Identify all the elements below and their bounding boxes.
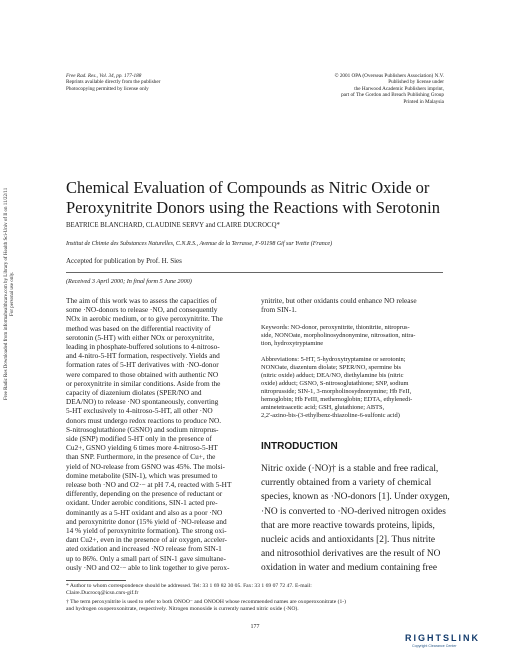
abstract-line: S-nitrosoglutathione (GSNO) and sodium nitroprus- bbox=[66, 424, 219, 434]
intro-line: species, known as ·NO-donors [1]. Under oxygen, bbox=[261, 492, 450, 503]
watermark-line: Free Radic Res Downloaded from informahealthcare.com by Library of Health Sci-Univ of Il on 11/22/11 bbox=[4, 187, 9, 400]
section-heading-introduction: INTRODUCTION bbox=[261, 441, 338, 452]
introduction-text bbox=[261, 462, 450, 576]
abstract-line: dominantly as a 5-HT oxidant and also as a poor ·NO bbox=[66, 507, 223, 517]
abstract-line: oxidant. Under aerobic conditions, SIN-1 acted pre- bbox=[66, 498, 218, 508]
abstract-line: leading in phosphate-buffered solutions to 4-nitroso- bbox=[66, 342, 220, 352]
abbreviations-line: NONOate, diazenium diolate; SPER/NO, spermine bis bbox=[261, 364, 402, 371]
abstract-line: than SNP. Furthermore, in the presence of Cu+, the bbox=[66, 452, 216, 462]
intro-line: ·NO is converted to ·NO-derived nitrogen oxides bbox=[261, 506, 446, 517]
header-right-line: the Harwood Academic Publishers imprint, bbox=[354, 85, 444, 92]
abstract-line: release both ·NO and O2·− at pH 7.4, reacted with 5-HT bbox=[66, 480, 232, 490]
publisher-info bbox=[335, 73, 444, 105]
abstract-line: dant Cu2+, even in the presence of air oxygen, acceler- bbox=[66, 535, 227, 545]
abstract-line: capacity of diazenium diolates (SPER/NO and bbox=[66, 388, 202, 398]
header-right-line: Published by license under bbox=[388, 79, 444, 86]
abstract-line: 14 % yield of peroxynitrite formation). The strong oxi- bbox=[66, 526, 227, 536]
abstract-line: method was based on the differential reactivity of bbox=[66, 323, 211, 333]
abstract-line: were compared to those obtained with authentic NO bbox=[66, 369, 219, 379]
abbreviations-line: oxide) adduct; GSNO, S-nitrosoglutathione; SNP, sodium bbox=[261, 380, 409, 387]
intro-line: that are more reactive towards proteins, lipids, bbox=[261, 520, 435, 531]
abstract bbox=[66, 296, 250, 572]
abstract-line: serotonin (5-HT) with either NOx or peroxynitrite, bbox=[66, 332, 215, 342]
header-left-line: Reprints available directly from the publisher bbox=[66, 79, 161, 86]
abbreviations-line: 2,2'-azino-bis-(3-ethylbenz-thiazoline-6-sulfonic acid) bbox=[261, 412, 400, 419]
intro-line: currently obtained from a variety of chemical bbox=[261, 478, 432, 489]
abbreviations-line: Abbreviations: 5-HT, 5-hydroxytryptamine or serotonin; bbox=[261, 356, 406, 363]
header-left-line: Free Rad. Res., Vol. 34, pp. 177-188 bbox=[66, 73, 142, 79]
abstract-line: some ·NO-donors to release ·NO, and consequently bbox=[66, 305, 218, 315]
abstract-line: ously ·NO and O2·− able to link together to give perox- bbox=[66, 562, 230, 572]
abstract-line: differently, depending on the presence of reductant or bbox=[66, 489, 223, 499]
abstract-line: side (SNP) modified 5-HT only in the presence of bbox=[66, 434, 212, 444]
header-right-line: Printed in Malaysia bbox=[403, 98, 444, 105]
download-watermark bbox=[4, 188, 17, 400]
abstract-line: up to 86%. Only a small part of SIN-1 gave simultane- bbox=[66, 553, 226, 563]
abstract-line: DEA/NO) to release ·NO spontaneously, converting bbox=[66, 397, 219, 407]
abstract-line: Cu2+, GSNO yielding 6 times more 4-nitroso-5-HT bbox=[66, 443, 218, 453]
abstract-line: formation rates of 5-HT derivatives with ·NO-donor bbox=[66, 360, 219, 370]
rightslink-logo: RIGHTSLINK bbox=[405, 633, 480, 643]
intro-line: nucleic acids and antioxidants [2]. Thus nitrite bbox=[261, 535, 436, 546]
rightslink-logo-subtitle: Copyright Clearance Center bbox=[412, 644, 457, 648]
footnote-line: and hydrogen oxoperoxonitrate, respectively. Nitrogen monoxide is currently named nitric oxide (·NO). bbox=[66, 606, 299, 612]
intro-line: and nitrosothiol derivatives are the result of NO bbox=[261, 549, 441, 560]
journal-citation bbox=[66, 73, 160, 92]
intro-line: Nitric oxide (·NO)† is a stable and free radical, bbox=[261, 464, 439, 474]
authors: BEATRICE BLANCHARD, CLAUDINE SERVY and CLAIRE DUCROCQ* bbox=[66, 222, 280, 229]
abstract-line: and peroxynitrite donor (15% yield of ·NO-release and bbox=[66, 516, 227, 526]
abbreviations-line: (nitric oxide) adduct; DEA/NO, diethylamine bis (nitric bbox=[261, 372, 404, 379]
footnote-line: * Author to whom correspondence should be addressed. Tel: 33 1 69 82 30 05. Fax: 33 1 69 07 72 47. E-mail: bbox=[66, 583, 312, 589]
footnote-rule bbox=[66, 580, 126, 581]
keywords bbox=[261, 324, 445, 348]
footnote-line: Claire.Ducrocq@icsn.cnrs-gif.fr bbox=[66, 590, 139, 596]
title-line: Peroxynitrite Donors using the Reactions with Serotonin bbox=[66, 197, 440, 217]
accepted-line: Accepted for publication by Prof. H. Sies bbox=[66, 257, 182, 265]
abstract-line: donors must undergo redox reactions to produce NO. bbox=[66, 415, 222, 425]
article-title bbox=[66, 178, 440, 217]
abbreviations-line: nitroprusside; SIN-1, 3-morpholinosydnonymine; Hb FeII, bbox=[261, 388, 412, 395]
watermark-line: For personal use only. bbox=[10, 271, 16, 316]
abstract-line: ynitrite, but other oxidants could enhance NO release bbox=[261, 296, 417, 305]
keywords-line: tion, hydroxytryptamine bbox=[261, 340, 324, 347]
abstract-line: NOx in aerobic medium, or to give peroxynitrite. The bbox=[66, 314, 223, 324]
title-line: Chemical Evaluation of Compounds as Nitric Oxide or bbox=[66, 178, 430, 197]
keywords-line: side, NONOate, morpholinosydnonymine, nitrosation, nitra- bbox=[261, 332, 416, 339]
intro-line: oxidation in water and medium containing free bbox=[261, 563, 437, 574]
footnote-line: † The term peroxynitrite is used to refer to both ONOO⁻ and ONOOH whose recommended names are oxoperoxonitrate (1-) bbox=[66, 599, 346, 605]
page-number: 177 bbox=[250, 624, 260, 630]
header-right-line: © 2001 OPA (Overseas Publishers Association) N.V. bbox=[334, 73, 444, 79]
abstract-line: or peroxynitrite in similar conditions. Aside from the bbox=[66, 378, 221, 388]
abbreviations-line: aminetetraacetic acid; GSH, glutathione; ABTS, bbox=[261, 404, 385, 411]
header-right-line: part of The Gordon and Breach Publishing Group bbox=[341, 92, 444, 99]
abbreviations bbox=[261, 356, 445, 420]
keywords-line: Keywords: NO-donor, peroxynitrite, thionitrite, nitroprus- bbox=[261, 324, 410, 331]
abstract-line: from SIN-1. bbox=[261, 305, 297, 315]
abstract-line: 5-HT exclusively to 4-nitroso-5-HT, all other ·NO bbox=[66, 406, 213, 416]
abbreviations-line: hemoglobin; Hb FeIII, methemoglobin; EDTA, ethylenedi- bbox=[261, 396, 413, 403]
divider bbox=[66, 272, 443, 273]
header-left-line: Photocopying permitted by license only bbox=[66, 85, 149, 92]
abstract-continued bbox=[261, 296, 445, 314]
abstract-line: The aim of this work was to assess the capacities of bbox=[66, 296, 217, 305]
received-line: (Received 3 April 2000; In final form 5 June 2000) bbox=[66, 278, 192, 285]
abstract-line: yield of NO-release from GSNO was 45%. The molsi- bbox=[66, 461, 225, 471]
abstract-line: ated oxidation and increased ·NO release from SIN-1 bbox=[66, 544, 222, 554]
abstract-line: domine metabolite (SIN-1), which was presumed to bbox=[66, 470, 218, 480]
abstract-line: and 4-nitro-5-HT formation, respectively. Yields and bbox=[66, 351, 220, 361]
affiliation: Institut de Chimie des Substances Naturelles, C.N.R.S., Avenue de la Terrasse, F-91198 Gif sur Yvette (France) bbox=[66, 241, 333, 247]
footnotes bbox=[66, 583, 446, 613]
